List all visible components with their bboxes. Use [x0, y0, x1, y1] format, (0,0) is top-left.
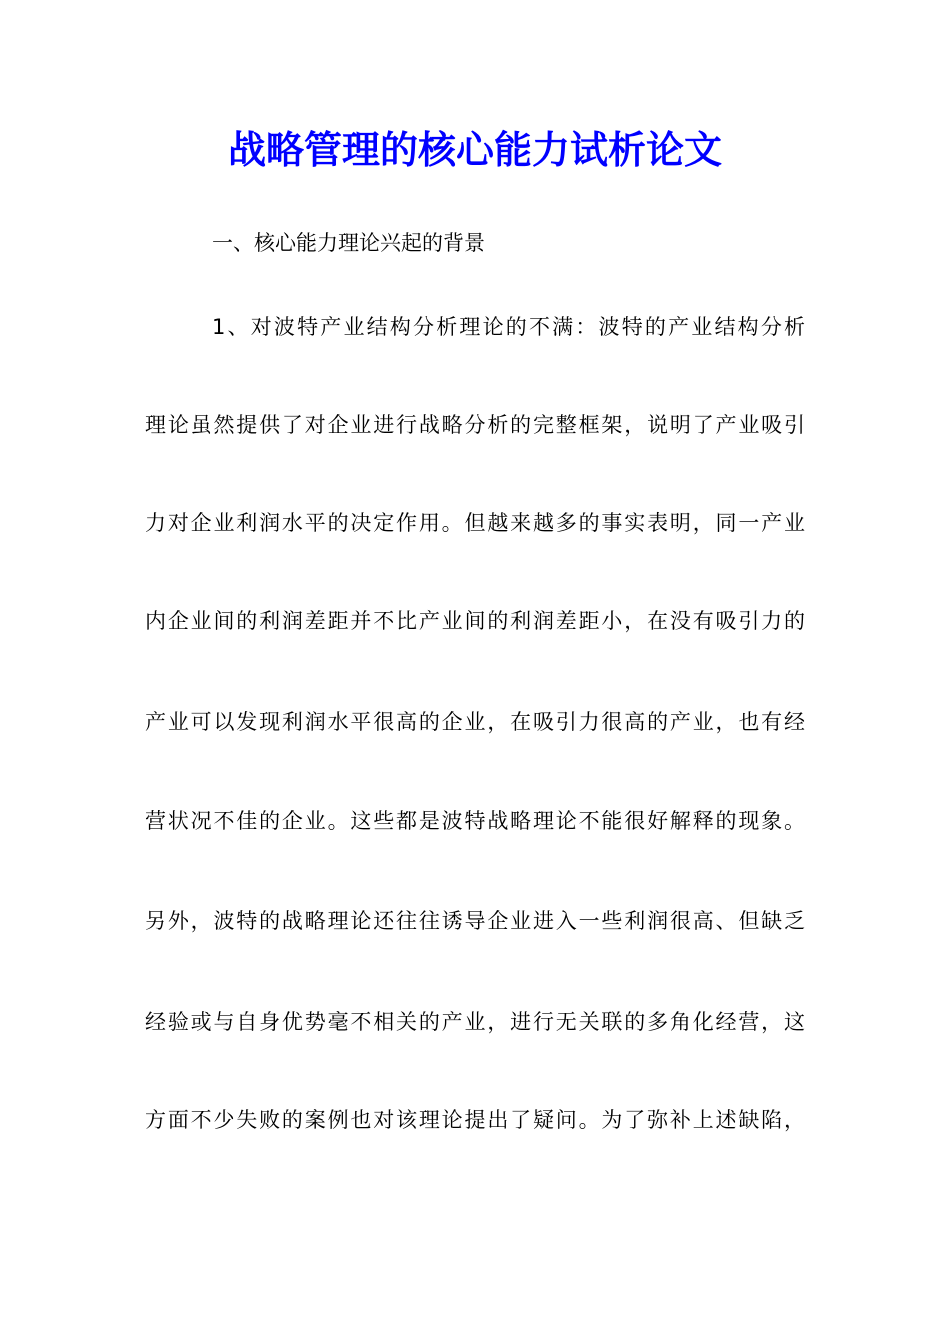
section-heading: 一、核心能力理论兴起的背景	[212, 231, 485, 255]
paragraph-line: 力对企业利润水平的决定作用。但越来越多的事实表明，同一产业	[145, 511, 805, 535]
paragraph-line: 另外，波特的战略理论还往往诱导企业进入一些利润很高、但缺乏	[145, 909, 805, 933]
paragraph-line: 营状况不佳的企业。这些都是波特战略理论不能很好解释的现象。	[145, 809, 805, 833]
paragraph-line: 内企业间的利润差距并不比产业间的利润差距小，在没有吸引力的	[145, 609, 805, 633]
paragraph-line: 产业可以发现利润水平很高的企业，在吸引力很高的产业，也有经	[145, 710, 805, 734]
paragraph-line: 1、对波特产业结构分析理论的不满：波特的产业结构分析	[212, 315, 805, 339]
paragraph-line: 理论虽然提供了对企业进行战略分析的完整框架，说明了产业吸引	[145, 413, 805, 437]
document-title: 战略管理的核心能力试析论文	[227, 127, 722, 172]
paragraph-line: 经验或与自身优势毫不相关的产业，进行无关联的多角化经营，这	[145, 1010, 805, 1034]
paragraph-line: 方面不少失败的案例也对该理论提出了疑问。为了弥补上述缺陷，	[145, 1108, 805, 1132]
